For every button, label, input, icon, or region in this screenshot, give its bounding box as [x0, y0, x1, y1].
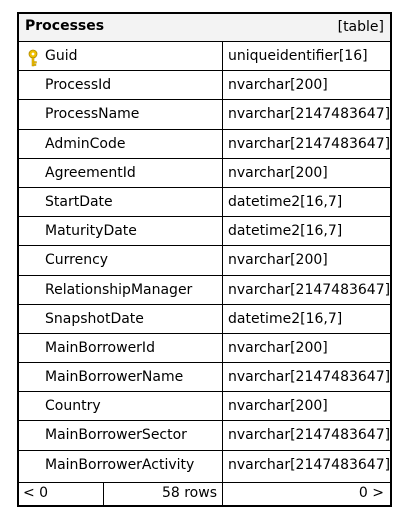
column-name: AgreementId: [45, 164, 136, 181]
column-row[interactable]: [19, 71, 390, 100]
column-type: nvarchar[200]: [228, 398, 328, 415]
footer-divider: [103, 483, 104, 505]
column-type: nvarchar[200]: [228, 339, 328, 356]
column-type: nvarchar[2147483647]: [228, 369, 391, 386]
column-type: nvarchar[200]: [228, 164, 328, 181]
column-type: nvarchar[2147483647]: [228, 135, 391, 152]
column-name: SnapshotDate: [45, 310, 144, 327]
column-name: StartDate: [45, 193, 113, 210]
column-name: ProcessId: [45, 77, 112, 94]
column-type: nvarchar[200]: [228, 252, 328, 269]
column-name: Guid: [45, 48, 78, 64]
pagination-footer: [19, 482, 390, 505]
column-row[interactable]: [19, 246, 390, 275]
column-name: MainBorrowerName: [45, 369, 184, 386]
column-name: ProcessName: [45, 106, 140, 123]
column-row[interactable]: [19, 217, 390, 246]
column-row[interactable]: [19, 276, 390, 305]
column-name: Currency: [45, 252, 109, 269]
column-row[interactable]: [19, 421, 390, 450]
column-name: MainBorrowerSector: [45, 427, 187, 444]
column-row[interactable]: [19, 363, 390, 392]
column-type: uniqueidentifier[16]: [228, 48, 368, 64]
column-row[interactable]: [19, 42, 390, 71]
column-type: nvarchar[200]: [228, 77, 328, 94]
column-type: datetime2[16,7]: [228, 193, 343, 210]
column-row[interactable]: [19, 392, 390, 421]
column-name: RelationshipManager: [45, 281, 193, 298]
column-type: nvarchar[2147483647]: [228, 281, 391, 298]
column-row[interactable]: [19, 100, 390, 129]
column-row[interactable]: [19, 334, 390, 363]
column-name: MainBorrowerId: [45, 339, 155, 356]
column-type: nvarchar[2147483647]: [228, 456, 391, 473]
footer-divider: [222, 483, 223, 505]
table-kind: [table]: [337, 19, 384, 35]
key-icon: [27, 49, 39, 67]
column-type: nvarchar[2147483647]: [228, 427, 391, 444]
column-name: AdminCode: [45, 135, 126, 152]
column-row[interactable]: [19, 451, 390, 480]
table-title: Processes: [25, 18, 105, 34]
column-row[interactable]: [19, 188, 390, 217]
column-type: nvarchar[2147483647]: [228, 106, 391, 123]
column-row[interactable]: [19, 305, 390, 334]
processes-table: [17, 12, 392, 507]
table-header: [19, 14, 390, 42]
column-name: Country: [45, 398, 101, 415]
column-row[interactable]: [19, 130, 390, 159]
column-name: MaturityDate: [45, 223, 137, 240]
row-count: 58 rows: [161, 485, 217, 501]
previous-page-button[interactable]: < 0: [23, 485, 49, 501]
column-row[interactable]: [19, 159, 390, 188]
column-list: [19, 42, 390, 480]
column-name: MainBorrowerActivity: [45, 456, 195, 473]
column-type: datetime2[16,7]: [228, 223, 343, 240]
next-page-button[interactable]: 0 >: [358, 485, 384, 501]
column-type: datetime2[16,7]: [228, 310, 343, 327]
